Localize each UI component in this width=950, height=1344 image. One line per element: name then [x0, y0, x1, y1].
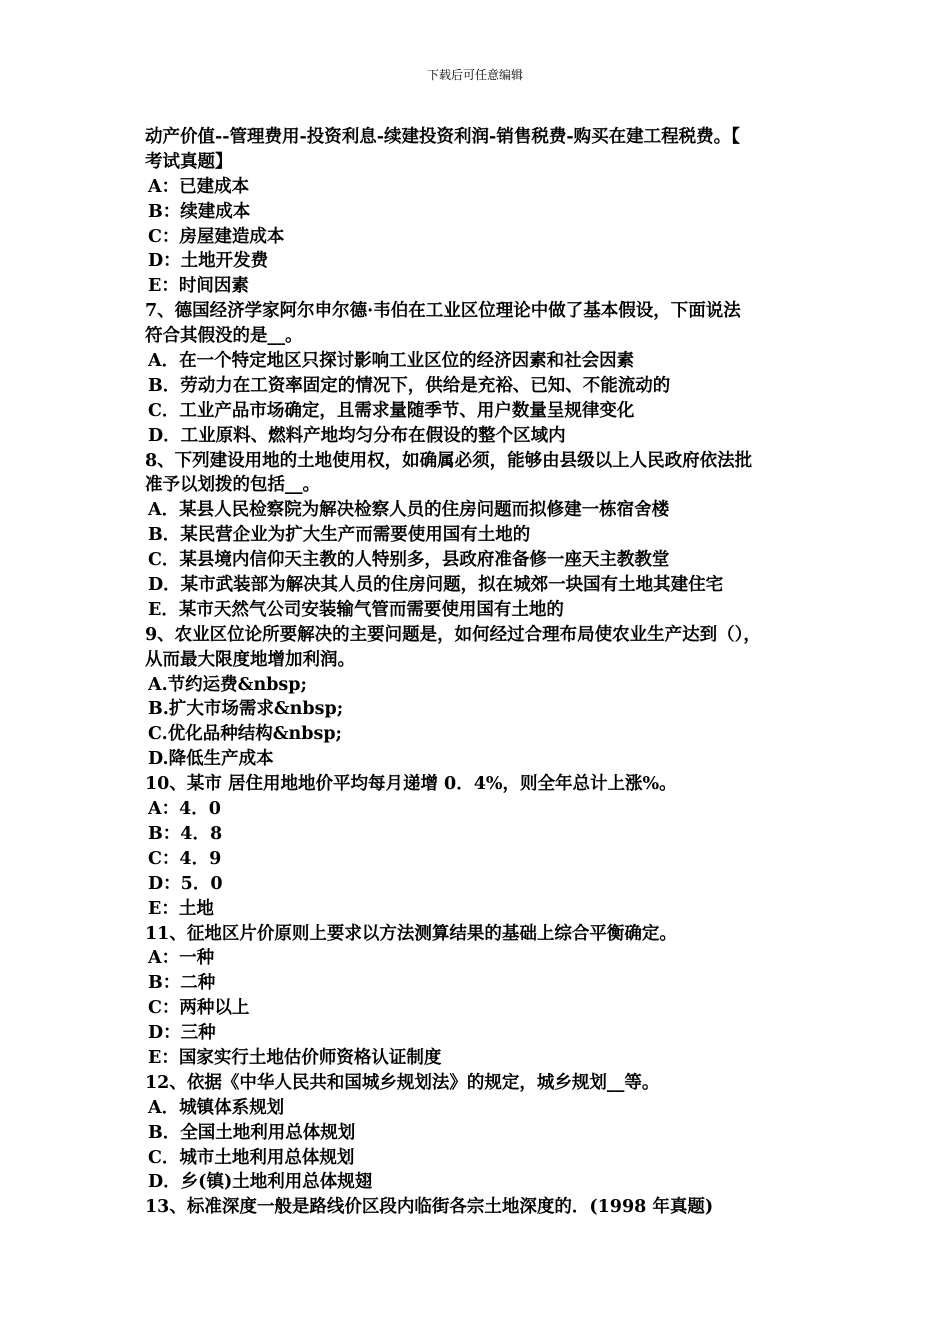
answer-option: D：土地开发费 — [148, 251, 269, 272]
page-header: 下载后可任意编辑 — [426, 68, 523, 82]
answer-option: C.优化品种结构&nbsp; — [148, 724, 343, 745]
answer-option: C：房屋建造成本 — [148, 226, 285, 247]
answer-option: B．某民营企业为扩大生产而需要使用国有土地的 — [148, 525, 531, 546]
text-line: 准予以划拨的包括__。 — [145, 475, 320, 496]
answer-option: E：时间因素 — [148, 276, 249, 297]
answer-option: A．在一个特定地区只探讨影响工业区位的经济因素和社会因素 — [148, 351, 635, 372]
answer-option: E：土地 — [148, 898, 214, 919]
text-line: 动产价值--管理费用-投资利息-续建投资利润-销售税费-购买在建工程税费。【 — [145, 127, 740, 147]
text-line: 从而最大限度地增加利润。 — [145, 649, 355, 670]
answer-option: B.扩大市场需求&nbsp; — [148, 699, 344, 720]
question-stem: 9、农业区位论所要解决的主要问题是，如何经过合理布局使农业生产达到（）， — [145, 624, 761, 645]
question-stem: 10、某市 居住用地地价平均每月递增 0．4%，则全年总计上涨%。 — [145, 774, 677, 795]
answer-option: E：国家实行土地估价师资格认证制度 — [148, 1047, 442, 1068]
answer-option: B．全国土地利用总体规划 — [148, 1122, 356, 1143]
answer-option: A．某县人民检察院为解决检察人员的住房问题而拟修建一栋宿舍楼 — [148, 500, 670, 521]
answer-option: A.节约运费&nbsp; — [148, 674, 307, 695]
answer-option: B：4．8 — [148, 823, 223, 844]
answer-option: B：二种 — [148, 973, 216, 994]
answer-option: B：续建成本 — [148, 201, 251, 222]
question-stem: 8、下列建设用地的土地使用权，如确属必须，能够由县级以上人民政府依法批 — [145, 450, 753, 471]
answer-option: E．某市天然气公司安装输气管而需要使用国有土地的 — [148, 599, 564, 620]
answer-option: D：三种 — [148, 1023, 216, 1044]
text-line: 符合其假没的是__。 — [145, 326, 303, 347]
answer-option: D．某市武装部为解决其人员的住房问题，拟在城郊一块国有土地其建住宅 — [148, 575, 724, 596]
answer-option: D．乡(镇)土地利用总体规翅 — [148, 1172, 373, 1193]
answer-option: C．城市土地利用总体规划 — [148, 1147, 355, 1168]
answer-option: A：一种 — [148, 948, 215, 969]
answer-option: B．劳动力在工资率固定的情况下，供给是充裕、已知、不能流动的 — [148, 375, 671, 396]
answer-option: C．工业产品市场确定，且需求量随季节、用户数量呈规律变化 — [148, 400, 635, 421]
answer-option: D：5．0 — [148, 873, 223, 894]
answer-option: A：4．0 — [148, 799, 221, 820]
document-body — [145, 125, 825, 1220]
answer-option: A：已建成本 — [148, 176, 250, 197]
text-line: 考试真题】 — [145, 151, 233, 172]
question-stem: 12、依据《中华人民共和国城乡规划法》的规定，城乡规划__等。 — [145, 1072, 660, 1093]
question-stem: 7、德国经济学家阿尔申尔德·韦伯在工业区位理论中做了基本假设，下面说法 — [145, 301, 741, 322]
answer-option: A．城镇体系规划 — [148, 1097, 285, 1118]
answer-option: D．工业原料、燃料产地均匀分布在假设的整个区域内 — [148, 425, 566, 446]
question-stem: 11、征地区片价原则上要求以方法测算结果的基础上综合平衡确定。 — [145, 923, 677, 944]
answer-option: C．某县境内信仰天主教的人特别多，县政府准备修一座天主教教堂 — [148, 550, 670, 571]
answer-option: D.降低生产成本 — [148, 749, 274, 770]
answer-option: C：4．9 — [148, 848, 222, 869]
question-stem: 13、标准深度一般是路线价区段内临街各宗土地深度的．(1998 年真题) — [145, 1197, 714, 1218]
answer-option: C：两种以上 — [148, 998, 250, 1019]
